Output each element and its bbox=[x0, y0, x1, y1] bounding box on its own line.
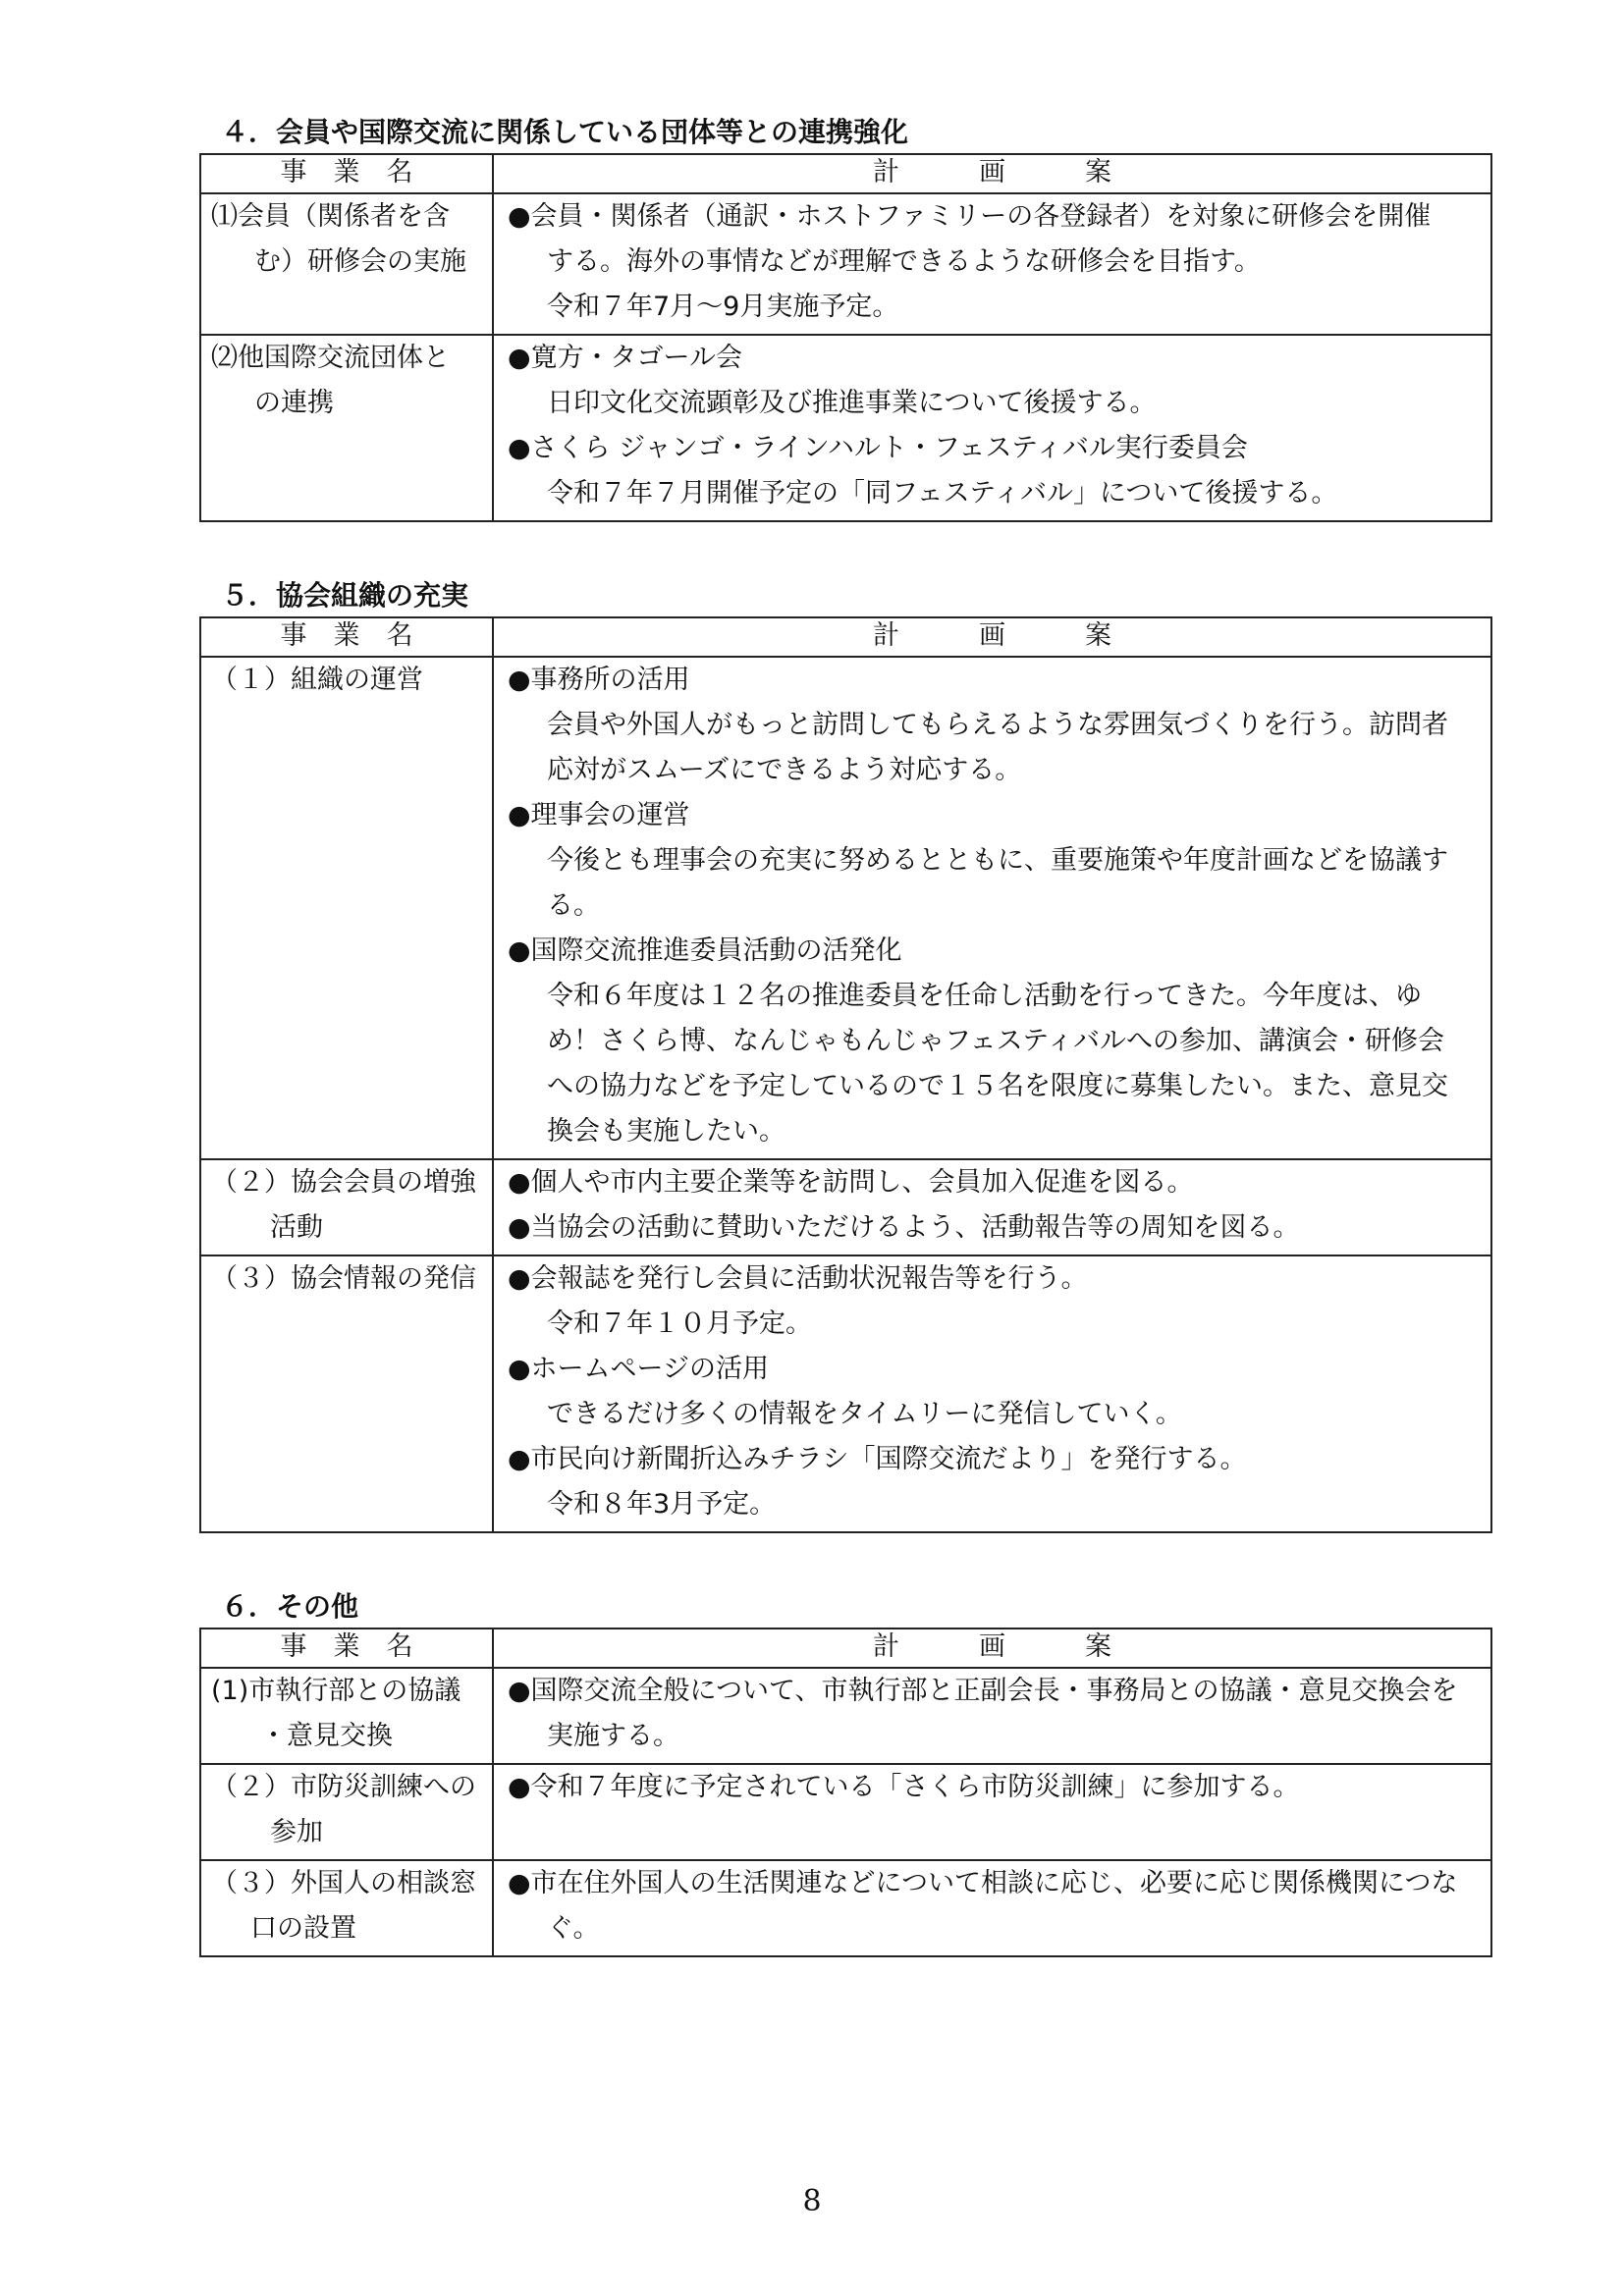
section-4 bbox=[199, 112, 1490, 522]
business-name-line: ⑴会員（関係者を含 bbox=[211, 201, 450, 232]
plan-item-text: 令和６年度は１２名の推進委員を任命し活動を行ってきた。今年度は、ゆ bbox=[547, 981, 1422, 1011]
table-row bbox=[200, 335, 1491, 521]
plan-item-heading: ●会報誌を発行し会員に活動状況報告等を行う。 bbox=[508, 1263, 1088, 1294]
plan-item-text: 令和７年7月～9月実施予定。 bbox=[547, 292, 899, 322]
plan-item-text: 応対がスムーズにできるよう対応する。 bbox=[547, 755, 1022, 785]
plan-item-text: 令和８年3月予定。 bbox=[547, 1489, 777, 1520]
plan-cell bbox=[493, 657, 1491, 1159]
plan-cell bbox=[493, 1255, 1491, 1532]
business-name-line: ⑵他国際交流団体と bbox=[211, 343, 450, 373]
section-title: ６．その他 bbox=[221, 1590, 359, 1623]
plan-item-text: め！さくら博、なんじゃもんじゃフェスティバルへの参加、講演会・研修会 bbox=[547, 1026, 1444, 1056]
business-name-cell bbox=[200, 1860, 493, 1956]
section-6 bbox=[199, 1586, 1490, 1957]
plan-item-heading: ●ホームページの活用 bbox=[508, 1354, 770, 1384]
business-name-cell bbox=[200, 1255, 493, 1532]
plan-cell bbox=[493, 1668, 1491, 1764]
business-name-cell bbox=[200, 1159, 493, 1255]
table-row bbox=[200, 657, 1491, 1159]
table-header-row bbox=[200, 617, 1491, 657]
plan-item-heading: ●事務所の活用 bbox=[508, 665, 690, 695]
plan-item-text: ぐ。 bbox=[547, 1913, 600, 1944]
business-name-cell bbox=[200, 657, 493, 1159]
plan-item-text: 会員や外国人がもっと訪問してもらえるような雰囲気づくりを行う。訪問者 bbox=[547, 710, 1448, 740]
business-name-line: ・意見交換 bbox=[260, 1721, 393, 1751]
plan-item-heading: ●国際交流推進委員活動の活発化 bbox=[508, 935, 902, 966]
section-title: ５．協会組織の充実 bbox=[221, 579, 469, 612]
business-name-line: 活動 bbox=[270, 1212, 323, 1243]
page-number: 8 bbox=[802, 2184, 822, 2218]
business-name-line: （２）協会会員の増強 bbox=[211, 1167, 476, 1198]
plan-item-heading: ●市在住外国人の生活関連などについて相談に応じ、必要に応じ関係機関につな bbox=[508, 1868, 1458, 1898]
plan-item-heading: ●当協会の活動に賛助いただけるよう、活動報告等の周知を図る。 bbox=[508, 1212, 1300, 1243]
plan-item-text: 令和７年７月開催予定の「同フェスティバル」について後援する。 bbox=[547, 478, 1338, 508]
table-header-row bbox=[200, 1629, 1491, 1668]
business-name-line: （２）市防災訓練への bbox=[211, 1772, 476, 1802]
table-row bbox=[200, 1860, 1491, 1956]
business-name-line: 口の設置 bbox=[250, 1913, 356, 1944]
plan-item-text: 今後とも理事会の充実に努めるとともに、重要施策や年度計画などを協議す bbox=[547, 845, 1448, 876]
business-name-line: （１）組織の運営 bbox=[211, 665, 423, 695]
business-name-line: (1)市執行部との協議 bbox=[211, 1676, 461, 1706]
plan-item-heading: ●市民向け新聞折込みチラシ「国際交流だより」を発行する。 bbox=[508, 1444, 1247, 1474]
plan-table bbox=[199, 153, 1492, 522]
table-row bbox=[200, 1668, 1491, 1764]
plan-cell bbox=[493, 1860, 1491, 1956]
header-name: 事 業 名 bbox=[200, 1629, 493, 1668]
plan-item-heading: ●さくら ジャンゴ・ラインハルト・フェスティバル実行委員会 bbox=[508, 433, 1248, 463]
plan-item-text: できるだけ多くの情報をタイムリーに発信していく。 bbox=[547, 1399, 1182, 1429]
plan-item-text: する。海外の事情などが理解できるような研修会を目指す。 bbox=[547, 246, 1261, 277]
business-name-line: む）研修会の実施 bbox=[254, 246, 466, 277]
plan-item-heading: ●理事会の運営 bbox=[508, 800, 690, 830]
business-name-cell bbox=[200, 1668, 493, 1764]
plan-table bbox=[199, 1628, 1492, 1957]
header-name: 事 業 名 bbox=[200, 617, 493, 657]
table-row bbox=[200, 193, 1491, 335]
table-row bbox=[200, 1764, 1491, 1860]
business-name-line: 参加 bbox=[270, 1817, 323, 1847]
plan-item-text: る。 bbox=[547, 890, 600, 921]
business-name-line: （３）外国人の相談窓 bbox=[211, 1868, 476, 1898]
business-name-line: （３）協会情報の発信 bbox=[211, 1263, 476, 1294]
plan-table bbox=[199, 616, 1492, 1533]
business-name-cell bbox=[200, 335, 493, 521]
business-name-cell bbox=[200, 193, 493, 335]
plan-cell bbox=[493, 1764, 1491, 1860]
table-header-row bbox=[200, 154, 1491, 193]
table-row bbox=[200, 1159, 1491, 1255]
plan-cell bbox=[493, 1159, 1491, 1255]
plan-item-text bbox=[508, 1810, 1483, 1855]
table-row bbox=[200, 1255, 1491, 1532]
plan-item-text: 日印文化交流顕彰及び推進事業について後援する。 bbox=[547, 388, 1157, 418]
section-title: ４．会員や国際交流に関係している団体等との連携強化 bbox=[221, 116, 909, 148]
plan-item-heading: ●国際交流全般について、市執行部と正副会長・事務局との協議・意見交換会を bbox=[508, 1676, 1458, 1706]
header-plan: 計 画 案 bbox=[493, 617, 1491, 657]
plan-item-text: 実施する。 bbox=[547, 1721, 679, 1751]
plan-item-text: への協力などを予定しているので１５名を限度に募集したい。また、意見交 bbox=[547, 1071, 1448, 1101]
plan-item-text: 換会も実施したい。 bbox=[547, 1116, 785, 1147]
plan-item-heading: ●個人や市内主要企業等を訪問し、会員加入促進を図る。 bbox=[508, 1167, 1194, 1198]
plan-item-heading: ●令和７年度に予定されている「さくら市防災訓練」に参加する。 bbox=[508, 1772, 1300, 1802]
section-5 bbox=[199, 575, 1490, 1533]
plan-item-text: 令和７年１０月予定。 bbox=[547, 1308, 812, 1339]
plan-item-heading: ●寛方・タゴール会 bbox=[508, 343, 743, 373]
header-plan: 計 画 案 bbox=[493, 1629, 1491, 1668]
plan-cell bbox=[493, 335, 1491, 521]
header-name: 事 業 名 bbox=[200, 154, 493, 193]
plan-cell bbox=[493, 193, 1491, 335]
business-name-line: の連携 bbox=[254, 388, 334, 418]
business-name-cell bbox=[200, 1764, 493, 1860]
plan-item-heading: ●会員・関係者（通訳・ホストファミリーの各登録者）を対象に研修会を開催 bbox=[508, 201, 1432, 232]
header-plan: 計 画 案 bbox=[493, 154, 1491, 193]
